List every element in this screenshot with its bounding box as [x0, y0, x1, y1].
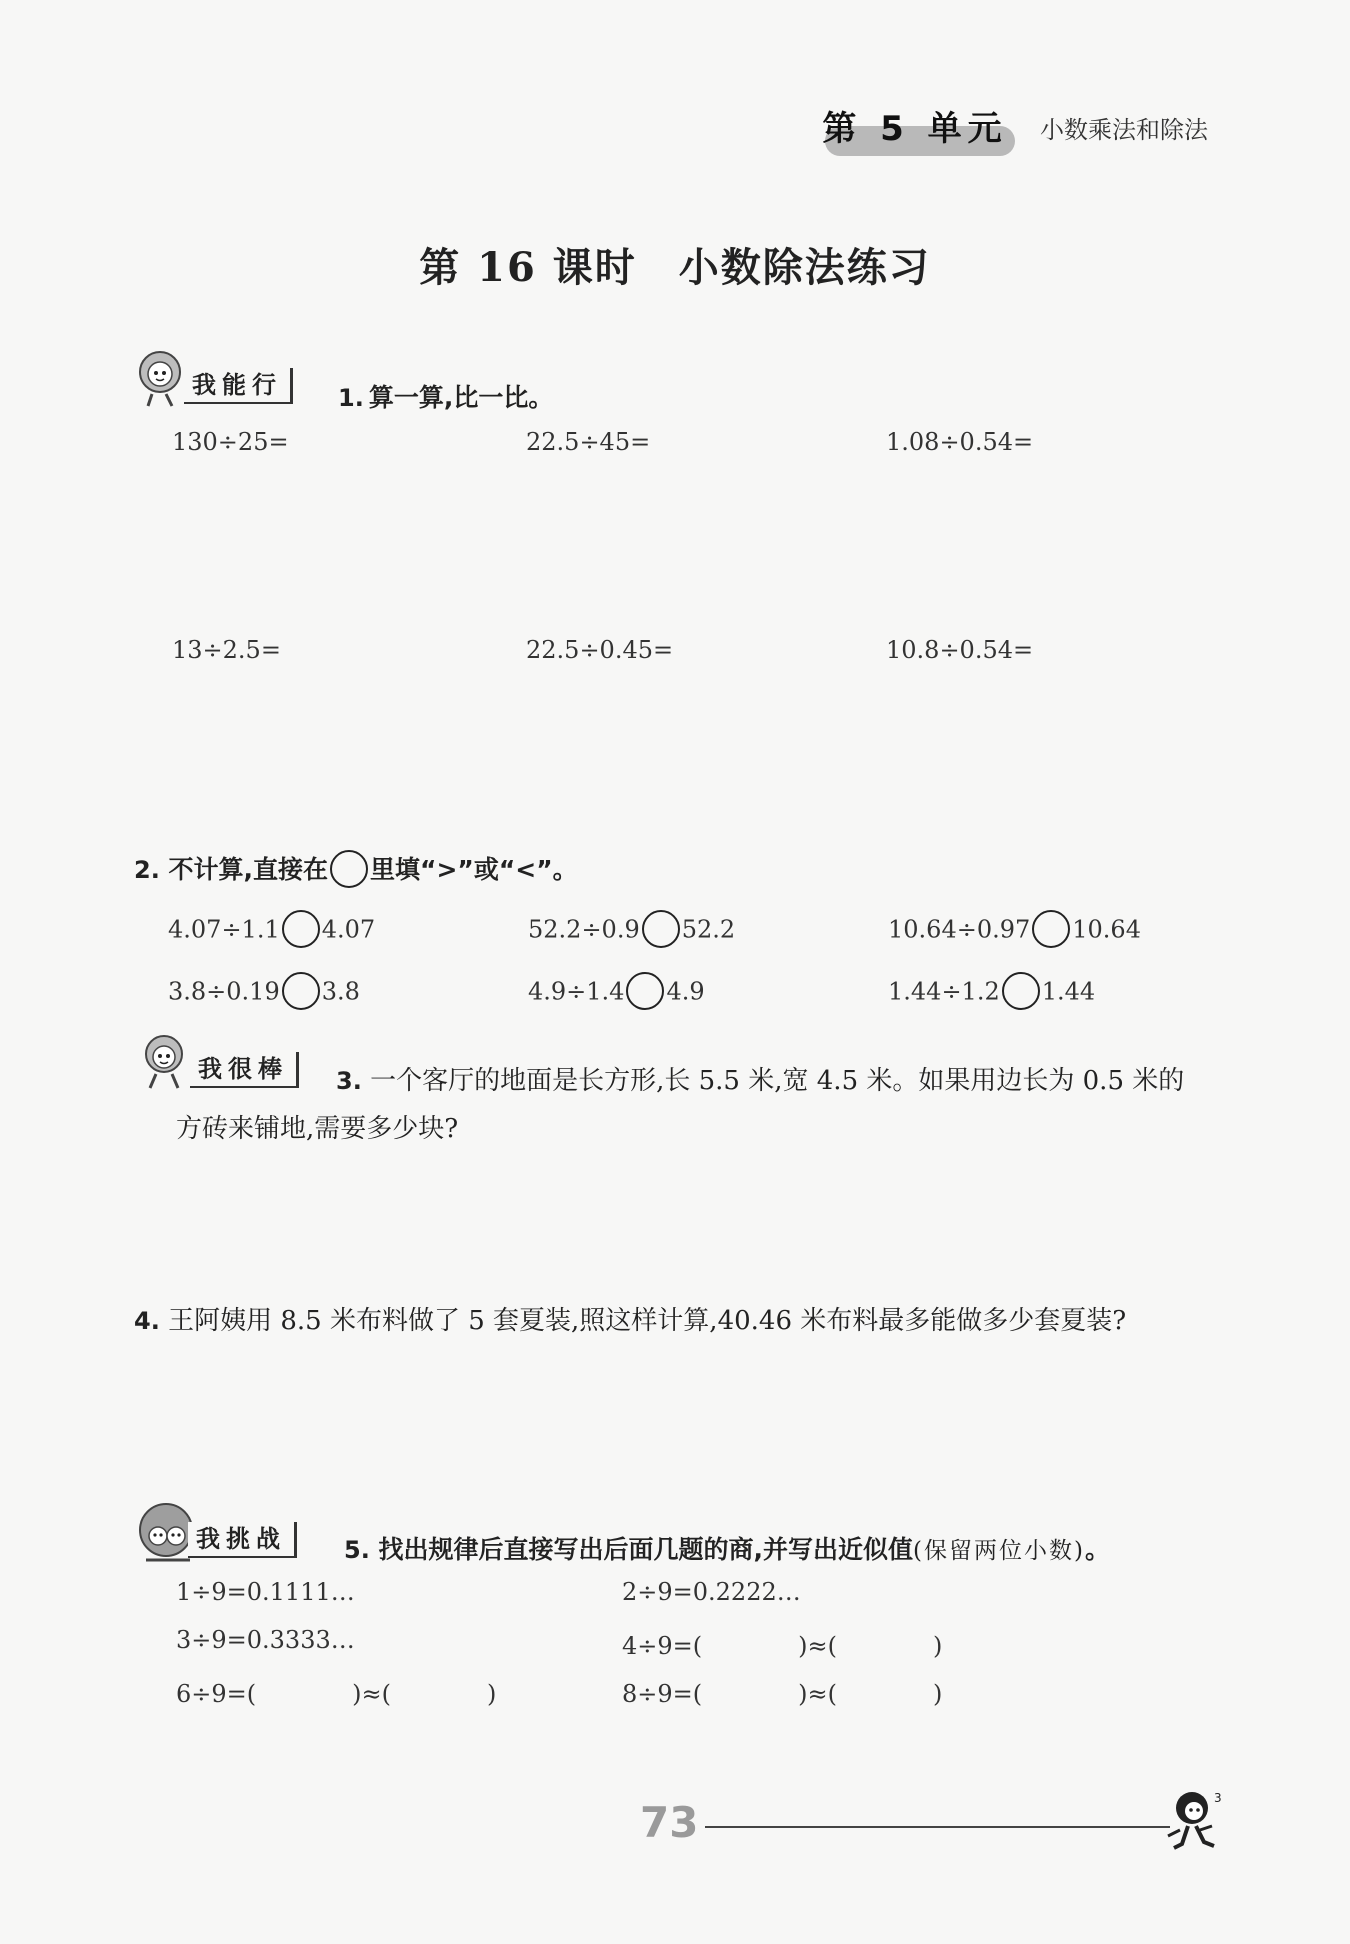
question-number: 5.: [344, 1536, 370, 1564]
calc-item: 22.5÷45=: [526, 428, 651, 456]
page-number: 73: [640, 1798, 699, 1847]
calc-item: 10.8÷0.54=: [886, 636, 1034, 664]
section-badge-wotiaozhan: [136, 1500, 326, 1562]
unit-badge: 第 5 单元: [815, 100, 1015, 158]
compare-item: 4.07÷1.1 4.07: [168, 912, 375, 950]
answer-circle[interactable]: [626, 972, 664, 1010]
running-kid-mascot-icon: [1160, 1786, 1230, 1860]
circle-blank-icon: [330, 850, 368, 888]
section-label: 我能行: [184, 368, 293, 404]
question-3: [336, 1060, 1184, 1097]
section-label: 我很棒: [190, 1052, 299, 1088]
question-4: [134, 1300, 1126, 1337]
question-text-a: 不计算,直接在: [168, 855, 329, 884]
answer-item[interactable]: 8÷9=( )≈( ): [622, 1680, 943, 1708]
calc-item: 13÷2.5=: [172, 636, 281, 664]
compare-item: 52.2÷0.9 52.2: [528, 912, 735, 950]
svg-text:3: 3: [1214, 1791, 1222, 1805]
girl-mascot-icon: [132, 346, 192, 408]
calc-item: 1.08÷0.54=: [886, 428, 1034, 456]
answer-circle[interactable]: [642, 910, 680, 948]
question-text: 找出规律后直接写出后面几题的商,并写出近似值: [378, 1535, 914, 1564]
question-1: [338, 378, 553, 414]
section-label: 我挑战: [188, 1522, 297, 1558]
footer-rule: [705, 1826, 1170, 1828]
question-text-line1: 一个客厅的地面是长方形,长 5.5 米,宽 4.5 米。如果用边长为 0.5 米的: [370, 1066, 1185, 1096]
question-text: 算一算,比一比。: [368, 383, 554, 412]
answer-item[interactable]: 4÷9=( )≈( ): [622, 1632, 943, 1660]
answer-circle[interactable]: [282, 910, 320, 948]
pattern-item: 3÷9=0.3333…: [176, 1626, 355, 1654]
answer-item[interactable]: 6÷9=( )≈( ): [176, 1680, 497, 1708]
unit-subtitle: 小数乘法和除法: [1040, 116, 1208, 144]
section-badge-wohenbang: [138, 1030, 328, 1092]
question-number: 1.: [338, 384, 364, 412]
lesson-title: 第 16 课时 小数除法练习: [419, 244, 931, 291]
compare-item: 3.8÷0.19 3.8: [168, 974, 360, 1012]
question-text-b: 里填“>”或“<”。: [370, 855, 578, 884]
answer-circle[interactable]: [1032, 910, 1070, 948]
compare-item: 4.9÷1.4 4.9: [528, 974, 705, 1012]
question-number: 2.: [134, 856, 160, 884]
answer-circle[interactable]: [282, 972, 320, 1010]
question-2: [134, 850, 578, 890]
question-text: 王阿姨用 8.5 米布料做了 5 套夏装,照这样计算,40.46 米布料最多能做多少套夏装?: [168, 1306, 1127, 1336]
question-note: (保留两位小数): [913, 1538, 1085, 1564]
pattern-item: 1÷9=0.1111…: [176, 1578, 355, 1606]
question-5: [344, 1530, 1110, 1566]
compare-item: 10.64÷0.97 10.64: [888, 912, 1141, 950]
boy-mascot-icon: [138, 1030, 198, 1092]
answer-circle[interactable]: [1002, 972, 1040, 1010]
calc-item: 22.5÷0.45=: [526, 636, 674, 664]
section-badge-wonengxing: [132, 346, 322, 408]
question-text-line2: 方砖来铺地,需要多少块?: [176, 1114, 459, 1144]
question-number: 4.: [134, 1307, 160, 1335]
question-number: 3.: [336, 1067, 362, 1095]
pattern-item: 2÷9=0.2222…: [622, 1578, 801, 1606]
compare-item: 1.44÷1.2 1.44: [888, 974, 1095, 1012]
question-end: 。: [1085, 1535, 1111, 1564]
calc-item: 130÷25=: [172, 428, 289, 456]
